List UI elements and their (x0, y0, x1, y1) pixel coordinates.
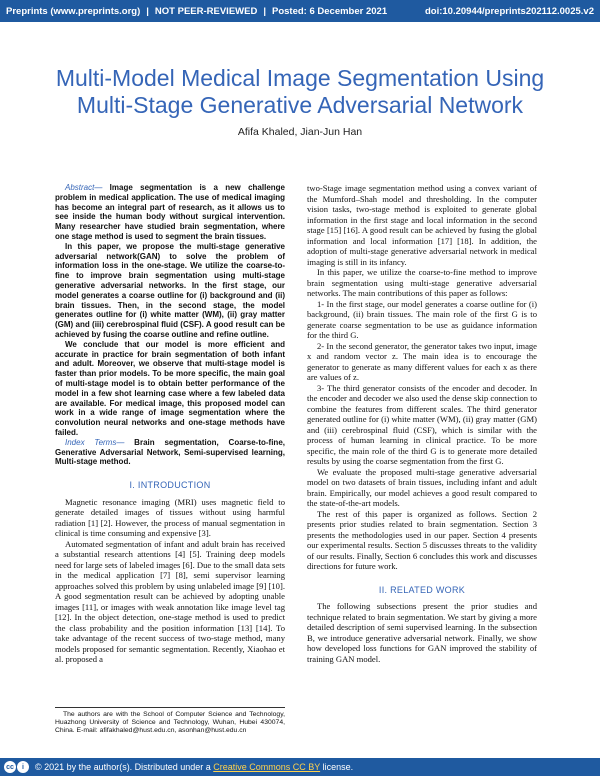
license-footer-bar (0, 758, 600, 776)
cc-icon: cc (4, 761, 16, 773)
posted-date: Posted: 6 December 2021 (272, 5, 388, 17)
license-text: © 2021 by the author(s). Distributed under a Creative Commons CC BY license. (35, 762, 354, 772)
intro-r1: two-Stage image segmentation method using a convex variant of the Mumford–Shah model and thresholding. In the computer vision tasks, two-stage method is exploited to generate global information in the first stage and local information in the second stage [15] [16]. A good result can be achieved by fusing the global information and local information [17] [18]. In addition, the adoption of multi-stage generative adversarial network in medical imaging is still in its infancy. (307, 183, 537, 267)
introduction-body (55, 497, 285, 665)
title-line-1: Multi-Model Medical Image Segmentation Using (55, 65, 545, 91)
preprint-header-bar (0, 0, 600, 22)
intro-r3: 1- In the first stage, our model generates a coarse outline for (i) background, (ii) brain tissues. The main role of the first G is to generate coarse segmentation to be use as guidance information for the third G. (307, 298, 537, 340)
index-terms: Brain segmentation, Coarse-to-fine, Generative Adversarial Network, Semi-supervised learning, Multi-stage method. (55, 437, 285, 467)
abstract-p1: Image segmentation is a new challenge problem in medical application. The use of medical imaging has become an integral part of research, as it allows us to see inside the human body without surgical intervention. Many researcher have studied brain segmentation, where one stage method is used to segment the brain tissues. (55, 183, 285, 241)
intro-p1: Magnetic resonance imaging (MRI) uses magnetic field to generate detailed images of tissues without using harmful radiation [1] [2]. However, the process of manual segmentation in clinical is time consuming and expensive [3]. (55, 496, 285, 539)
section-heading-related-work: II. RELATED WORK (378, 584, 466, 595)
intro-r4: 2- In the second generator, the generator takes two input, image x and random vector z. The main idea is to encourage the generator to generate as many different values for each x as there are values of z. (307, 340, 537, 382)
index-terms-label: Index Terms— (65, 437, 125, 447)
intro-r5: 3- The third generator consists of the encoder and decoder. In the encoder and decoder we also used the dense skip connection to combine the features from different scales. The third generator generated outline for (i) white matter (WM), (ii) gray matter (GM) and (iii) cerebrospinal fluid (CSF), which is similar with the process of human learning in clinical practice. To be more specific, the main role of the third G is to generate more detailed results by using the coarse segmentation from the first G. (307, 382, 537, 466)
title-line-2: Multi-Stage Generative Adversarial Network (76, 92, 524, 118)
attribution-icon: i (17, 761, 29, 773)
right-column (307, 183, 537, 664)
cc-by-badge-icon (4, 761, 29, 773)
intro-r2: In this paper, we utilize the coarse-to-fine method to improve brain segmentation using multi-stage generative adversarial networks. The main contributions of this paper as follows: (307, 267, 537, 298)
paper-authors: Afifa Khaled, Jian-Jun Han (237, 126, 363, 138)
author-footnote: The authors are with the School of Computer Science and Technology, Huazhong University of Science and Technology, Wuhan, Hubei 430074, China. E-mail: afifakhaled@hust.edu.cn, asonhan@hust.edu.cn (55, 707, 285, 735)
abstract-p2: In this paper, we propose the multi-stage generative adversarial network(GAN) to solve the problem of information loss in the one-stage. We utilize the coarse-to-fine to improve brain segmentation using multi-stage generative adversarial networks. In the first stage, our model generates a coarse outline for (i) background and (ii) brain tissues. Then, in the second stage, the model generates outline for (i) white matter (WM), (ii) gray matter (GM) and (iii) cerebrospinal fluid (CSF). A good result can be achieved by fusing the coarse outline and refine outline. (55, 241, 285, 339)
related-p1: The following subsections present the prior studies and technique related to brain segmentation. We start by giving a more detailed description of semi supervised learning. In the subsection B, we introduce generative adversarial network. Finally, we show how developed loss functions for GAN improved the stability of training GAN model. (307, 601, 537, 664)
left-column (55, 183, 285, 665)
paper-title (40, 65, 560, 119)
intro-p2: Automated segmentation of infant and adult brain has received a substantial research attentions [4] [5]. Training deep models need for large sets of labeled images [6]. Due to the small data sets in the medical application [7] [8], semi supervisor learning approaches solved this problem by using unlabeled image [9] [10]. A good segmentation result can be achieved by adopting unable images [11], or images with weak annotation like image level tag [12]. In the object detection, one-stage method is used to predict the class probability and the position information [13] [14]. To take advantage of the recent success of two-stage method, many models proposed for semantic segmentation. Recently, Xiaohao et al. proposed a (55, 538, 285, 665)
separator: | (263, 5, 266, 17)
intro-r7: The rest of this paper is organized as follows. Section 2 presents prior studies related to brain segmentation. Section 3 presents the methodologies used in our paper. Section 4 presents our experimental results. Section 5 discusses threats to the validity of our results. Finally, Section 6 concludes this work and discusses directions for future work. (307, 508, 537, 571)
doi-link[interactable]: doi:10.20944/preprints202112.0025.v2 (424, 5, 594, 17)
license-link[interactable]: Creative Commons CC BY (213, 762, 321, 772)
intro-r6: We evaluate the proposed multi-stage generative adversarial model on two datasets of brain tissues, including infant and adult brain. Empirically, our model achieves a good result compared to the state-of-the-art models. (307, 466, 537, 508)
abstract-label: Abstract— (65, 183, 103, 192)
abstract-p3: We conclude that our model is more efficient and accurate in practice for brain segmentation of both infant and adult. Moreover, we observe that multi-stage model is faster than prior models. To be more specific, the main goal of multi-stage model is to obtain better performance of the model in a few shot learning case where a few labeled data are available. For medical image, this proposed model can work in a wide range of image segmentation where the convolution neural networks and one-stage methods have failed. (55, 339, 285, 437)
review-status: NOT PEER-REVIEWED (154, 5, 258, 17)
section-heading-introduction: I. INTRODUCTION (129, 480, 211, 491)
abstract (55, 183, 285, 467)
site-name[interactable]: Preprints (www.preprints.org) (6, 5, 141, 17)
separator: | (146, 5, 149, 17)
